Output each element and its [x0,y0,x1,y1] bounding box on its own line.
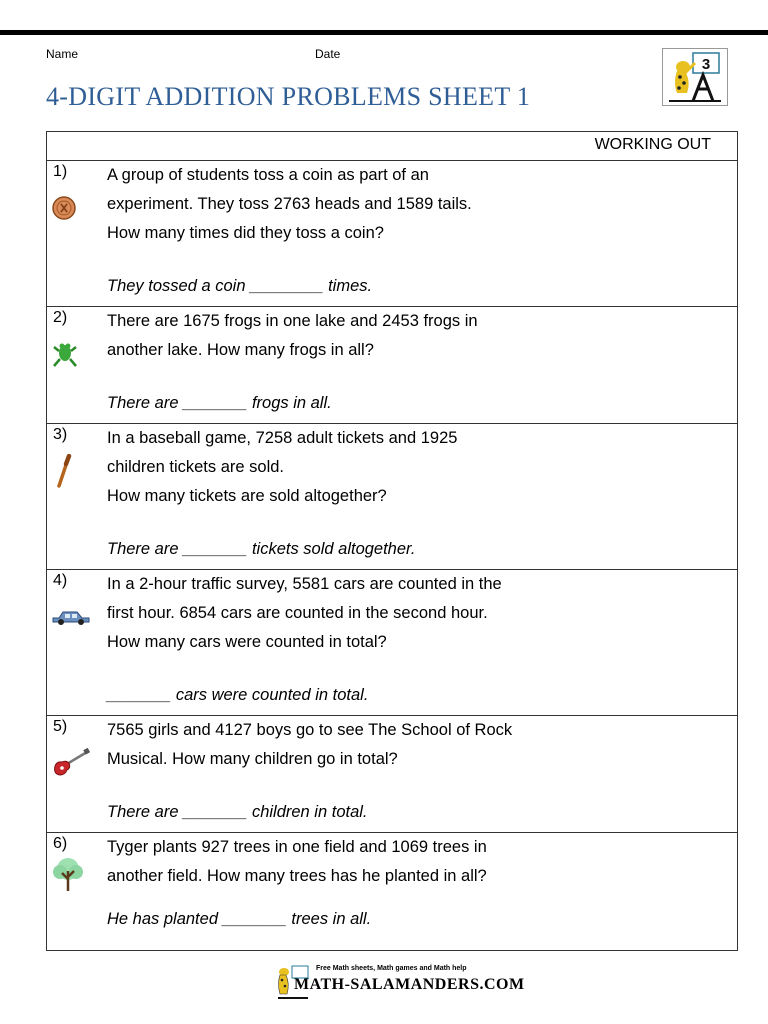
problem-line: children tickets are sold. [107,458,284,476]
table-header-row [47,132,737,161]
footer-tagline: Free Math sheets, Math games and Math help [316,965,467,972]
problem-row-1 [47,161,737,307]
answer-line: There are _______ children in total. [107,803,368,821]
working-out-label: WORKING OUT [594,136,711,153]
problem-line: How many times did they toss a coin? [107,224,384,242]
problem-line: experiment. They toss 2763 heads and 1589 tails. [107,195,472,213]
problem-number: 1) [53,163,68,180]
problem-text [107,833,577,891]
problem-text [107,570,577,657]
date-label: Date [315,47,341,61]
problem-line: In a 2-hour traffic survey, 5581 cars are counted in the [107,575,502,593]
problem-number: 4) [53,572,68,589]
page-title: 4-DIGIT ADDITION PROBLEMS SHEET 1 [46,82,531,111]
car-icon [51,606,91,636]
answer-line: _______ cars were counted in total. [107,686,369,704]
frog-icon [51,339,81,369]
problem-row-3 [47,424,737,570]
problem-number: 2) [53,309,68,326]
salamander-logo [662,48,728,106]
problem-number: 3) [53,426,68,443]
problem-line: How many cars were counted in total? [107,633,387,651]
problem-line: first hour. 6854 cars are counted in the second hour. [107,604,488,622]
problem-text [107,161,577,248]
top-rule [0,30,768,35]
problem-row-2 [47,307,737,424]
answer-line: There are _______ tickets sold altogether. [107,540,416,558]
problem-row-4 [47,570,737,716]
problem-text [107,307,577,365]
answer-line: They tossed a coin ________ times. [107,277,373,295]
problem-line: another lake. How many frogs in all? [107,341,374,359]
answer-line: He has planted _______ trees in all. [107,910,372,928]
logo-number: 3 [701,56,711,73]
footer-logo [272,962,525,1002]
problem-line: Tyger plants 927 trees in one field and 1069 trees in [107,838,487,856]
problem-line: In a baseball game, 7258 adult tickets and 1925 [107,429,458,447]
answer-line: There are _______ frogs in all. [107,394,332,412]
problem-line: another field. How many trees has he planted in all? [107,867,487,885]
problem-row-5 [47,716,737,833]
coin-icon [51,193,81,223]
baseball-bat-icon [51,454,81,484]
problem-number: 5) [53,718,68,735]
problem-number: 6) [53,835,68,852]
problem-text [107,716,577,774]
problem-line: A group of students toss a coin as part of an [107,166,429,184]
problem-text [107,424,577,511]
problems-table [46,131,738,951]
problem-line: There are 1675 frogs in one lake and 2453 frogs in [107,312,478,330]
tree-icon [51,857,85,893]
problem-row-6 [47,833,737,950]
guitar-icon [51,748,91,778]
problem-line: Musical. How many children go in total? [107,750,398,768]
problem-line: 7565 girls and 4127 boys go to see The School of Rock [107,721,513,739]
problem-line: How many tickets are sold altogether? [107,487,387,505]
name-label: Name [46,47,79,61]
footer-brand: MATH-SALAMANDERS.COM [294,976,525,993]
